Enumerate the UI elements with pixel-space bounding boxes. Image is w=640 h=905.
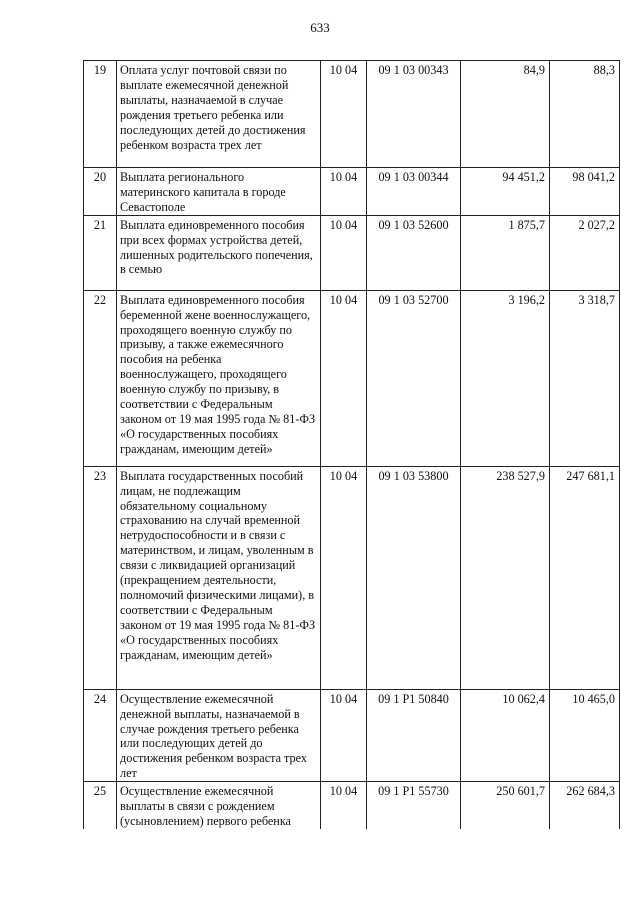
- row-name: Оплата услуг почтовой связи по выплате ежемесячной денежной выплаты, назначаемой в случае рождения третьего ребенка или последующих детей до достижения ребенком возраста трех лет: [117, 61, 321, 168]
- row-name: Выплата регионального материнского капитала в городе Севастополе: [117, 168, 321, 216]
- row-name: Выплата единовременного пособия беременной жене военнослужащего, проходящего военную службу по призыву, а также ежемесячного пособия на ребенка военнослужащего, проходящего военную службу по призыву, в соответствии с Федеральным законом от 19 мая 1995 года № 81-ФЗ «О государственных пособиях гражданам, имеющим детей»: [117, 290, 321, 466]
- row-number: 19: [84, 61, 117, 168]
- row-target-code: 09 1 03 53800: [367, 466, 461, 689]
- row-amount-1: 10 062,4: [461, 689, 550, 781]
- row-amount-1: 94 451,2: [461, 168, 550, 216]
- row-section: 10 04: [321, 689, 367, 781]
- row-target-code: 09 1 Р1 55730: [367, 782, 461, 829]
- row-amount-2: 10 465,0: [550, 689, 620, 781]
- row-section: 10 04: [321, 782, 367, 829]
- row-name: Осуществление ежемесячной денежной выплаты, назначаемой в случае рождения третьего ребенка или последующих детей до достижения ребенком возраста трех лет: [117, 689, 321, 781]
- row-target-code: 09 1 03 52700: [367, 290, 461, 466]
- row-number: 21: [84, 215, 117, 290]
- page-number: 633: [310, 20, 330, 35]
- row-target-code: 09 1 03 00344: [367, 168, 461, 216]
- row-target-code: 09 1 03 52600: [367, 215, 461, 290]
- row-target-code: 09 1 03 00343: [367, 61, 461, 168]
- row-section: 10 04: [321, 215, 367, 290]
- row-amount-2: 2 027,2: [550, 215, 620, 290]
- row-amount-1: 238 527,9: [461, 466, 550, 689]
- row-name: Осуществление ежемесячной выплаты в связи с рождением (усыновлением) первого ребенка: [117, 782, 321, 829]
- row-number: 25: [84, 782, 117, 829]
- row-name: Выплата государственных пособий лицам, не подлежащим обязательному социальному страхованию на случай временной нетрудоспособности и в связи с материнством, и лицам, уволенным в связи с ликвидацией организаций (прекращением деятельности, полномочий физическими лицами), в соответствии с Федеральным законом от 19 мая 1995 года № 81-ФЗ «О государственных пособиях гражданам, имеющим детей»: [117, 466, 321, 689]
- row-name: Выплата единовременного пособия при всех формах устройства детей, лишенных родительского попечения, в семью: [117, 215, 321, 290]
- row-target-code: 09 1 Р1 50840: [367, 689, 461, 781]
- row-amount-2: 98 041,2: [550, 168, 620, 216]
- row-section: 10 04: [321, 61, 367, 168]
- row-amount-2: 88,3: [550, 61, 620, 168]
- table-row: [84, 689, 620, 781]
- table-row: [84, 466, 620, 689]
- row-number: 20: [84, 168, 117, 216]
- row-section: 10 04: [321, 168, 367, 216]
- row-amount-2: 247 681,1: [550, 466, 620, 689]
- row-amount-1: 84,9: [461, 61, 550, 168]
- table-row: [84, 215, 620, 290]
- row-amount-2: 3 318,7: [550, 290, 620, 466]
- budget-table: [83, 60, 620, 829]
- row-amount-1: 250 601,7: [461, 782, 550, 829]
- table-row: [84, 290, 620, 466]
- row-number: 22: [84, 290, 117, 466]
- row-number: 23: [84, 466, 117, 689]
- row-amount-1: 3 196,2: [461, 290, 550, 466]
- row-section: 10 04: [321, 290, 367, 466]
- table-row: [84, 782, 620, 829]
- row-amount-2: 262 684,3: [550, 782, 620, 829]
- table-row: [84, 61, 620, 168]
- row-section: 10 04: [321, 466, 367, 689]
- row-amount-1: 1 875,7: [461, 215, 550, 290]
- row-number: 24: [84, 689, 117, 781]
- table-row: [84, 168, 620, 216]
